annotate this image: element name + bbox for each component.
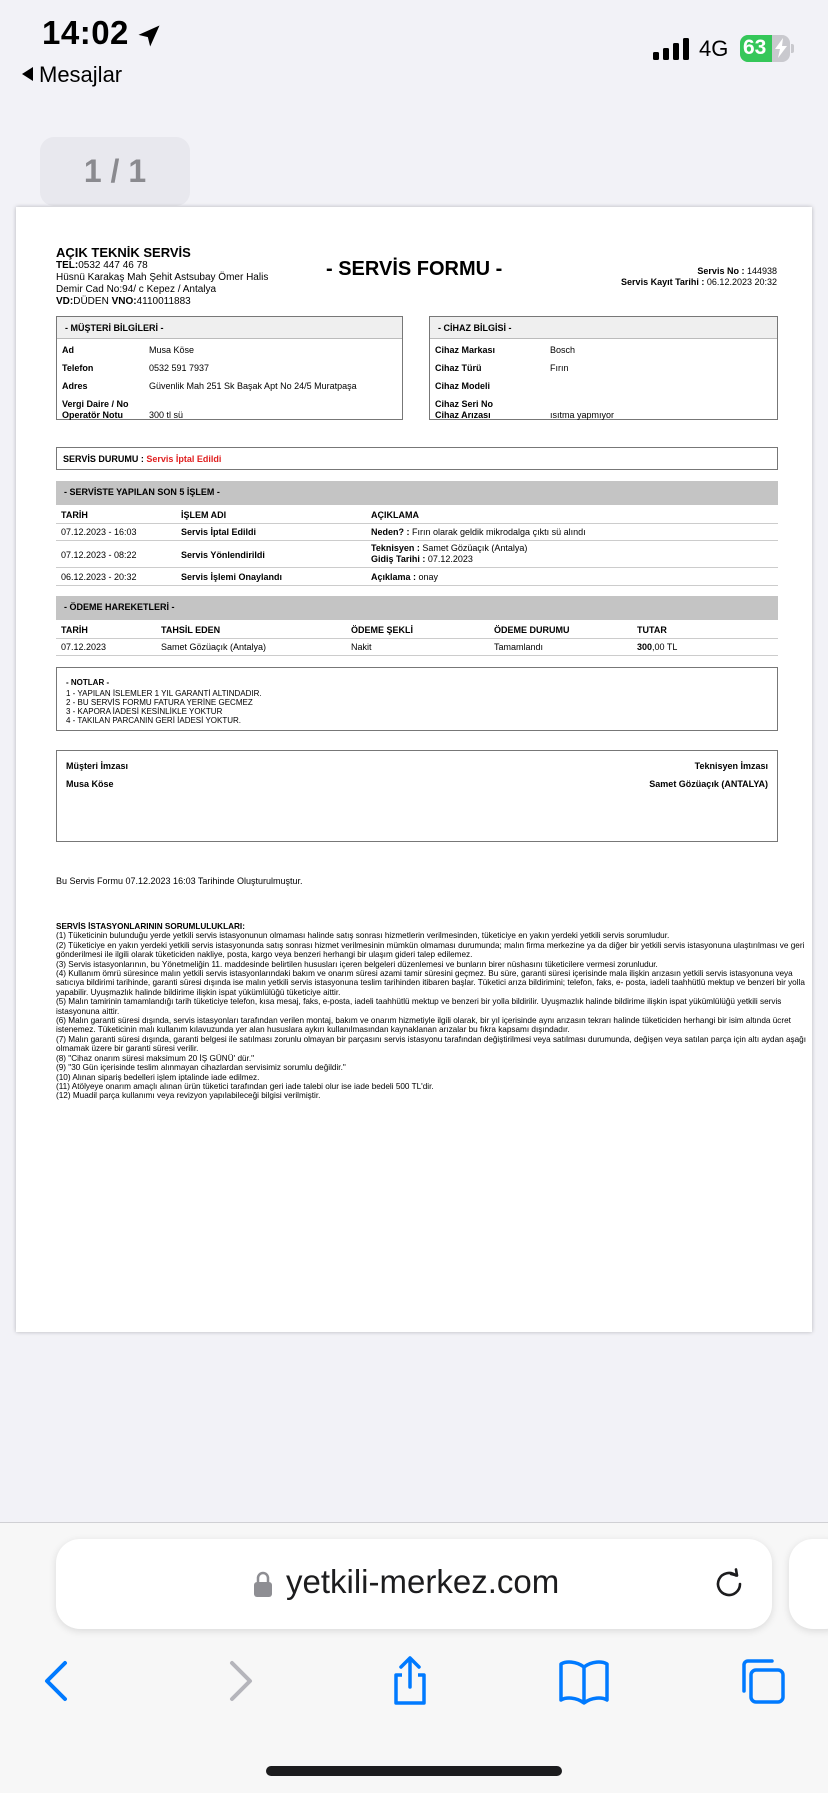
op-name: Servis İşlemi Onaylandı (181, 572, 283, 582)
device-value: Fırın (550, 363, 569, 373)
responsibility-item: (4) Kullanım ömrü süresince malın yetkili servis istasyonlarındaki bakım ve onarım süresi azami tamir süresini geçmez. Bu süre, garanti süresi içerisinde mala ilişkin arızasın yetkili servis istasyonuna veya satıcıya bildirimi tarihinde, garanti süresi dışında ise malın yetkili servis istasyonuna teslim tarihinden itibaren başlar. Tüketici arıza bildirimini; telefon, faks, e- posta, iadeli taahhütlü mektup ve benzeri bir yolla yapabilir. Uyuşmazlık halinde bildirime ilişkin ispat yükümlülüğü tüketiciye aittir. (56, 969, 805, 997)
signature-box (56, 750, 778, 842)
device-info-box (429, 316, 778, 420)
vno-label: VNO: (111, 296, 137, 307)
tel-label: TEL: (56, 260, 79, 271)
url-text: yetkili-merkez.com (286, 1563, 560, 1600)
service-number-block (621, 266, 777, 288)
forward-icon[interactable] (212, 1655, 264, 1707)
col-header: TAHSİL EDEN (161, 625, 221, 635)
next-tab-peek[interactable] (789, 1539, 828, 1629)
reload-icon[interactable] (712, 1567, 746, 1601)
responsibilities-heading: SERVİS İSTASYONLARININ SORUMLULUKLARI: (56, 922, 245, 931)
responsibility-item: (7) Malın garanti süresi dışında, garanti belgesi ile satılması zorunlu olmayan bir parçasını servis istasyonu tarafından değiştirilmesi veya satılması durumunda, değişen veya satılan parça için altı aydan aşağı olmamak üzere bir garanti süresi verilir. (56, 1034, 806, 1054)
op-desc-key: Açıklama : (371, 572, 419, 582)
note-item: 3 - KAPORA İADESİ KESİNLİKLE YOKTUR (66, 707, 223, 716)
op-name: Servis Yönlendirildi (181, 550, 265, 560)
op-desc-key: Neden? : (371, 527, 413, 537)
col-header: TUTAR (637, 625, 667, 635)
service-status-value: Servis İptal Edildi (146, 454, 222, 464)
op-desc-value: Samet Gözüaçık (Antalya) (422, 543, 528, 553)
col-header: TARİH (61, 510, 88, 520)
tax-number: 4110011883 (136, 296, 191, 307)
note-item: 1 - YAPILAN İSLEMLER 1 YIL GARANTİ ALTINDADIR. (66, 689, 262, 698)
responsibility-item: (1) Tüketicinin bulunduğu yerde yetkili servis istasyonunun olmaması halinde satış sonrası hizmetlerin verilmesinden, tüketiciye en yakın yerdeki yetkili servis sorumludur. (56, 931, 670, 941)
device-label: Cihaz Seri No (435, 399, 494, 409)
responsibility-item: (11) Atölyeye onarım amaçlı alınan ürün tüketici tarafından geri iade talebi olur ise iade bedeli 500 TL'dir. (56, 1081, 434, 1091)
back-icon[interactable] (33, 1655, 85, 1707)
tabs-icon[interactable] (736, 1655, 788, 1707)
payment-collector: Samet Gözüaçık (Antalya) (161, 642, 267, 652)
responsibility-item: (9) "30 Gün içerisinde teslim alınmayan cihazlardan servisimiz sorumlu değildir." (56, 1063, 346, 1073)
company-phone: 0532 447 46 78 (78, 260, 148, 271)
col-header: TARİH (61, 625, 88, 635)
device-value: ısıtma yapmıyor (550, 410, 615, 420)
customer-label: Telefon (62, 363, 94, 373)
bookmarks-icon[interactable] (558, 1655, 610, 1707)
company-address-1: Hüsnü Karakaş Mah Şehit Astsubay Ömer Halis (56, 272, 269, 283)
payment-method: Nakit (351, 642, 372, 652)
battery-level: 63 (743, 36, 767, 59)
payment-amount-rest: ,00 TL (652, 642, 678, 652)
back-triangle-icon (22, 67, 33, 81)
battery-indicator (740, 35, 790, 62)
op-desc-value: Fırın olarak geldik mikrodalga çıktı sü alındı (412, 527, 586, 537)
service-no: 144938 (746, 266, 777, 276)
battery-nub (791, 44, 794, 53)
payments-heading: - ÖDEME HAREKETLERİ - (56, 596, 778, 620)
row-divider (56, 540, 778, 541)
form-title: - SERVİS FORMU - (326, 258, 503, 280)
customer-label: Ad (62, 345, 74, 355)
responsibilities-section (56, 922, 806, 1101)
lock-icon (254, 1571, 272, 1597)
service-status-label: SERVİS DURUMU : (63, 454, 147, 464)
customer-label: Adres (62, 381, 88, 391)
responsibility-item: (6) Malın garanti süresi dışında, servis istasyonları tarafından verilen montaj, bakım ve onarım hizmetiyle ilgili olarak, bir yıl içerisinde aynı arızasın tekrarı halinde tüketiciden herhangi bir isim altında ücret istenemez. Tüketicinin malı kullanım kılavuzunda yer alan hususlara aykırı kullanılmasından kaynaklanan arızalar bu fıkra kapsamı dışındadır. (56, 1016, 791, 1035)
col-header: ÖDEME DURUMU (494, 625, 570, 635)
technician-signature-name: Samet Gözüaçık (ANTALYA) (649, 779, 768, 789)
service-form-document (16, 207, 812, 1332)
payment-amount (637, 642, 677, 653)
customer-signature-label: Müşteri İmzası (66, 761, 129, 771)
share-icon[interactable] (384, 1655, 436, 1707)
network-type: 4G (699, 36, 729, 61)
col-header: İŞLEM ADI (181, 510, 227, 520)
customer-info-heading: - MÜŞTERİ BİLGİLERİ - (57, 317, 402, 339)
row-divider (56, 567, 778, 568)
payment-status: Tamamlandı (494, 642, 544, 652)
vd-label: VD: (56, 296, 74, 307)
op-desc-value: 07.12.2023 (427, 554, 473, 564)
address-bar[interactable] (56, 1539, 772, 1629)
service-no-label: Servis No : (697, 266, 747, 276)
customer-value: 300 tl sü (149, 410, 184, 420)
note-item: 2 - BU SERVİS FORMU FATURA YERİNE GECMEZ (66, 698, 253, 707)
col-header: ÖDEME ŞEKLİ (351, 625, 414, 635)
device-value: Bosch (550, 345, 576, 355)
notes-box (56, 667, 778, 731)
customer-info-box (56, 316, 403, 420)
company-name: AÇIK TEKNİK SERVİS (56, 245, 191, 260)
responsibility-item: (3) Servis istasyonlarının, bu Yönetmeliğin 11. maddesinde belirtilen hususları içeren belgeleri düzenlemesi ve bunların birer nüshasını tüketicilere vermesi zorunludur. (56, 959, 658, 969)
device-label: Cihaz Markası (435, 345, 496, 355)
signal-icon (653, 38, 691, 60)
device-label: Cihaz Arızası (435, 410, 491, 420)
company-info (56, 245, 316, 308)
responsibility-item: (2) Tüketiciye en yakın yerdeki yetkili servis istasyonunda satış sonrası hizmet verilmesinin mümkün olmaması durumunda; malın firma merkezine ya da diğer bir yetkili servis istasyonuna ulaştırılması ve geri gönderilmesi ile ilgili olarak tüketiciden nakliye, posta, kargo veya benzeri herhangi bir ulaşım gideri talep edilemez. (56, 940, 805, 960)
op-date: 07.12.2023 - 08:22 (61, 550, 137, 560)
company-address-2: Demir Cad No:94/ c Kepez / Antalya (56, 284, 217, 295)
location-arrow-icon (135, 22, 163, 50)
responsibility-item: (5) Malın tamirinin tamamlandığı tarih tüketiciye telefon, kısa mesaj, faks, e-posta, iadeli taahhütlü mektup ve benzeri bir yolla bildirilir. Uyuşmazlık halinde bildirime ilişkin ispat yükümlülüğü yetkili servis istasyonuna aittir. (56, 997, 782, 1016)
customer-signature-name: Musa Köse (66, 779, 114, 789)
notes-heading: - NOTLAR - (66, 678, 110, 687)
row-divider (56, 585, 778, 586)
row-divider (56, 523, 778, 524)
technician-signature-label: Teknisyen İmzası (694, 761, 768, 771)
row-divider (56, 638, 778, 639)
page-counter: 1 / 1 (40, 137, 190, 206)
status-bar (0, 0, 828, 95)
clock: 14:02 (42, 14, 129, 51)
customer-value: 0532 591 7937 (149, 363, 210, 373)
note-item: 4 - TAKILAN PARCANIN GERİ İADESİ YOKTUR. (66, 716, 242, 725)
service-status-box (56, 447, 778, 470)
responsibility-item: (12) Muadil parça kullanımı veya revizyon yapılabileceği bilgisi verilmiştir. (56, 1091, 321, 1101)
payment-date: 07.12.2023 (61, 642, 107, 652)
customer-value: Güvenlik Mah 251 Sk Başak Apt No 24/5 Muratpaşa (149, 381, 357, 391)
device-label: Cihaz Modeli (435, 381, 491, 391)
register-date-label: Servis Kayıt Tarihi : (621, 277, 707, 287)
register-date: 06.12.2023 20:32 (706, 277, 777, 287)
payment-amount-int: 300 (637, 642, 653, 652)
tax-office: DÜDEN (73, 296, 109, 307)
op-name: Servis İptal Edildi (181, 527, 257, 537)
created-note: Bu Servis Formu 07.12.2023 16:03 Tarihinde Oluşturulmuştur. (56, 876, 303, 886)
col-header: AÇIKLAMA (371, 510, 419, 520)
op-date: 07.12.2023 - 16:03 (61, 527, 137, 537)
responsibility-item: (8) "Cihaz onarım süresi maksimum 20 İŞ GÜNÜ' dür." (56, 1053, 255, 1063)
device-info-heading: - CİHAZ BİLGİSİ - (430, 317, 777, 339)
responsibility-item: (10) Alınan sipariş bedelleri işlem iptalinde iade edilmez. (56, 1072, 260, 1082)
customer-label: Operatör Notu (62, 410, 124, 420)
customer-value: Musa Köse (149, 345, 195, 355)
op-desc-value: onay (418, 572, 439, 582)
row-divider (56, 655, 778, 656)
op-desc-key: Gidiş Tarihi : (371, 554, 428, 564)
customer-label: Vergi Daire / No (62, 399, 129, 409)
device-label: Cihaz Türü (435, 363, 482, 373)
op-date: 06.12.2023 - 20:32 (61, 572, 137, 582)
back-to-app-link[interactable]: Mesajlar (22, 62, 122, 88)
home-indicator (266, 1766, 562, 1776)
op-desc-key: Teknisyen : (371, 543, 423, 553)
charging-bolt-icon (774, 38, 788, 58)
operations-heading: - SERVİSTE YAPILAN SON 5 İŞLEM - (56, 481, 778, 505)
